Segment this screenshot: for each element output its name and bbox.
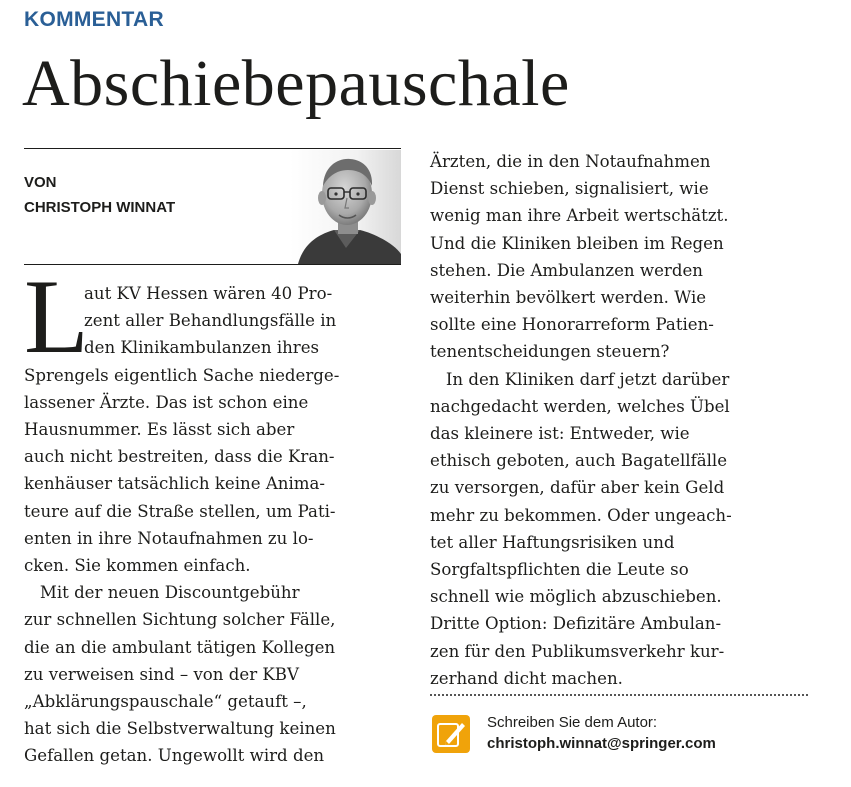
text-line: Hausnummer. Es lässt sich aber xyxy=(24,420,295,440)
text-line: zur schnellen Sichtung solcher Fälle, xyxy=(24,610,336,630)
section-kicker: KOMMENTAR xyxy=(24,8,164,31)
text-line: teure auf die Straße stellen, um Pati- xyxy=(24,501,336,521)
text-line: schnell wie möglich abzuschieben. xyxy=(430,587,722,607)
text-line: Sprengels eigentlich Sache niederge- xyxy=(24,365,340,385)
text-line: Gefallen getan. Ungewollt wird den xyxy=(24,746,325,766)
headline: Abschiebepauschale xyxy=(22,47,570,120)
text-line: auch nicht bestreiten, dass die Kran- xyxy=(24,447,335,467)
text-line: mehr zu bekommen. Oder ungeach- xyxy=(430,505,732,525)
byline-author: CHRISTOPH WINNAT xyxy=(24,199,176,216)
text-line: ethisch geboten, auch Bagatellfälle xyxy=(430,451,728,471)
text-line: tenentscheidungen steuern? xyxy=(430,342,670,362)
text-line: sollte eine Honorarreform Patien- xyxy=(430,315,714,335)
text-line: Dritte Option: Defizitäre Ambulan- xyxy=(430,614,722,634)
text-line: zen für den Publikumsverkehr kur- xyxy=(430,641,725,661)
text-line: kenhäuser tatsächlich keine Anima- xyxy=(24,474,326,494)
text-line: weiterhin bevölkert werden. Wie xyxy=(430,288,707,308)
text-line: den Klinikambulanzen ihres xyxy=(84,338,320,358)
text-line: „Abklärungspauschale“ getauft –, xyxy=(24,692,307,712)
text-line: Sorgfaltspflichten die Leute so xyxy=(430,560,689,580)
byline-top-rule xyxy=(24,148,401,149)
text-line: hat sich die Selbstverwaltung keinen xyxy=(24,719,336,739)
pencil-icon xyxy=(432,715,470,753)
byline xyxy=(24,170,175,220)
author-portrait xyxy=(290,150,401,264)
author-email-link[interactable]: christoph.winnat@springer.com xyxy=(487,735,716,752)
text-line: wenig man ihre Arbeit wertschätzt. xyxy=(430,206,729,226)
text-line: lassener Ärzte. Das ist schon eine xyxy=(24,392,309,412)
byline-prefix: VON xyxy=(24,174,57,191)
text-line: zu versorgen, dafür aber kein Geld xyxy=(430,478,725,498)
text-line: In den Kliniken darf jetzt darüber xyxy=(430,369,730,389)
text-line: zent aller Behandlungsfälle in xyxy=(84,311,337,331)
contact-label: Schreiben Sie dem Autor: xyxy=(487,714,658,731)
text-line: cken. Sie kommen einfach. xyxy=(24,556,251,576)
text-line: Mit der neuen Discountgebühr xyxy=(24,583,300,603)
text-line: zu verweisen sind – von der KBV xyxy=(24,664,299,684)
text-line: stehen. Die Ambulanzen werden xyxy=(430,260,703,280)
text-line: enten in ihre Notaufnahmen zu lo- xyxy=(24,528,314,548)
text-line: Und die Kliniken bleiben im Regen xyxy=(430,233,724,253)
text-line: aut KV Hessen wären 40 Pro- xyxy=(84,284,333,303)
text-line: Dienst schieben, signalisiert, wie xyxy=(430,179,709,199)
text-line: Ärzten, die in den Notaufnahmen xyxy=(430,152,711,171)
text-line: tet aller Haftungsrisiken und xyxy=(430,532,675,552)
contact-divider xyxy=(430,694,808,696)
text-line: zerhand dicht machen. xyxy=(430,668,623,688)
article-column-2 xyxy=(430,148,820,692)
text-line: nachgedacht werden, welches Übel xyxy=(430,396,730,416)
text-line: das kleinere ist: Entweder, wie xyxy=(430,424,690,444)
article-column-1 xyxy=(24,280,414,770)
drop-cap: L xyxy=(24,258,89,375)
text-line: die an die ambulant tätigen Kollegen xyxy=(24,637,336,657)
